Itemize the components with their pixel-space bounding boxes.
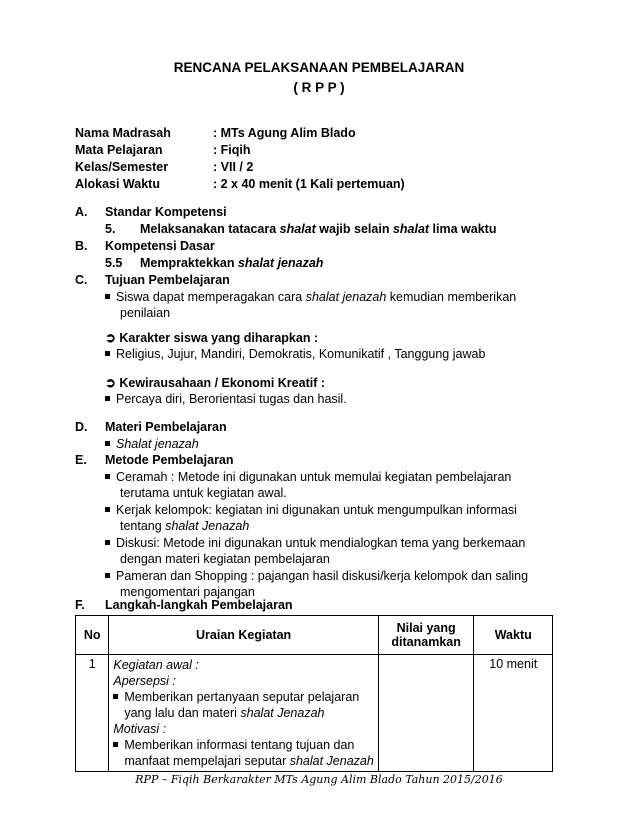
motivasi-bullet: Memberikan informasi tentang tujuan dan (113, 737, 373, 753)
bullet-square-icon (105, 507, 110, 512)
bullet-square-icon (105, 294, 110, 299)
apersepsi-bullet: Memberikan pertanyaan seputar pelajaran (113, 689, 373, 705)
metode-item-1-cont: terutama untuk kegiatan awal. (120, 486, 287, 500)
section-f-heading: Langkah-langkah Pembelajaran (105, 598, 293, 612)
bullet-square-icon (105, 351, 110, 356)
apersepsi-label: Apersepsi : (113, 674, 176, 688)
motivasi-bullet-cont: manfaat mempelajari seputar shalat Jenazah (124, 754, 374, 768)
col-header-uraian: Uraian Kegiatan (109, 616, 378, 655)
row-waktu: 10 menit (474, 655, 553, 772)
section-d-letter: D. (75, 420, 88, 434)
section-e-heading: Metode Pembelajaran (105, 453, 234, 467)
col-header-no: No (76, 616, 109, 655)
section-b-heading: Kompetensi Dasar (105, 239, 215, 253)
section-a-letter: A. (75, 205, 88, 219)
document-subtitle: ( R P P ) (293, 80, 345, 95)
page-footer: RPP – Fiqih Berkarakter MTs Agung Alim Blado Tahun 2015/2016 (135, 773, 503, 786)
bullet-square-icon (113, 742, 118, 747)
motivasi-label: Motivasi : (113, 722, 167, 736)
karakter-item: Religius, Jujur, Mandiri, Demokratis, Komunikatif , Tanggung jawab (105, 347, 485, 361)
metode-item-2: Kerjak kelompok: kegiatan ini digunakan untuk mengumpulkan informasi (105, 503, 517, 517)
identity-value-mapel: : Fiqih (213, 143, 251, 157)
kewirausahaan-item: Percaya diri, Berorientasi tugas dan hasil. (105, 392, 347, 406)
section-f-letter: F. (75, 598, 85, 612)
table-row (76, 655, 553, 772)
section-e-letter: E. (75, 453, 87, 467)
apersepsi-bullet-cont: yang lalu dan materi shalat Jenazah (124, 706, 325, 720)
row-nilai (378, 655, 474, 772)
bullet-square-icon (105, 396, 110, 401)
section-b-item: Mempraktekkan shalat jenazah (140, 256, 324, 270)
row-uraian (109, 655, 378, 772)
col-header-nilai: Nilai yang ditanamkan (378, 616, 474, 655)
identity-value-madrasah: : MTs Agung Alim Blado (213, 126, 356, 140)
document-title: RENCANA PELAKSANAAN PEMBELAJARAN (173, 60, 465, 75)
col-header-waktu: Waktu (474, 616, 553, 655)
arrow-right-icon: ➲ (105, 375, 116, 390)
bullet-square-icon (105, 573, 110, 578)
section-b-letter: B. (75, 239, 88, 253)
section-c-bullet-1-cont: penilaian (120, 306, 171, 320)
section-d-item: Shalat jenazah (105, 437, 199, 451)
bullet-square-icon (105, 441, 110, 446)
identity-label-mapel: Mata Pelajaran (75, 143, 163, 157)
langkah-table (75, 615, 553, 772)
section-b-item-number: 5.5 (105, 256, 123, 270)
metode-item-2-cont: tentang shalat Jenazah (120, 519, 250, 533)
kewirausahaan-heading: ➲ Kewirausahaan / Ekonomi Kreatif : (105, 375, 325, 390)
section-a-item-number: 5. (105, 222, 116, 236)
arrow-right-icon: ➲ (105, 330, 116, 345)
bullet-square-icon (105, 540, 110, 545)
bullet-square-icon (105, 474, 110, 479)
metode-item-4-cont: mengomentari pajangan (120, 585, 255, 599)
section-d-heading: Materi Pembelajaran (105, 420, 227, 434)
section-c-letter: C. (75, 273, 88, 287)
identity-label-kelas: Kelas/Semester (75, 160, 169, 174)
section-a-heading: Standar Kompetensi (105, 205, 227, 219)
metode-item-1: Ceramah : Metode ini digunakan untuk memulai kegiatan pembelajaran (105, 470, 511, 484)
table-header-row (76, 616, 553, 655)
bullet-square-icon (113, 694, 118, 699)
identity-value-alokasi: : 2 x 40 menit (1 Kali pertemuan) (213, 177, 405, 191)
row-no: 1 (76, 655, 109, 772)
metode-item-4: Pameran dan Shopping : pajangan hasil diskusi/kerja kelompok dan saling (105, 569, 528, 583)
kegiatan-awal-label: Kegiatan awal : (113, 658, 199, 672)
section-c-heading: Tujuan Pembelajaran (105, 273, 230, 287)
karakter-heading: ➲ Karakter siswa yang diharapkan : (105, 330, 319, 345)
section-a-item: Melaksanakan tatacara shalat wajib selain shalat lima waktu (140, 222, 497, 236)
identity-label-madrasah: Nama Madrasah (75, 126, 171, 140)
metode-item-3-cont: dengan materi kegiatan pembelajaran (120, 552, 330, 566)
identity-value-kelas: : VII / 2 (213, 160, 254, 174)
metode-item-3: Diskusi: Metode ini digunakan untuk mendialogkan tema yang berkemaan (105, 536, 525, 550)
identity-label-alokasi: Alokasi Waktu (75, 177, 160, 191)
section-c-bullet-1: Siswa dapat memperagakan cara shalat jenazah kemudian memberikan (105, 290, 516, 304)
